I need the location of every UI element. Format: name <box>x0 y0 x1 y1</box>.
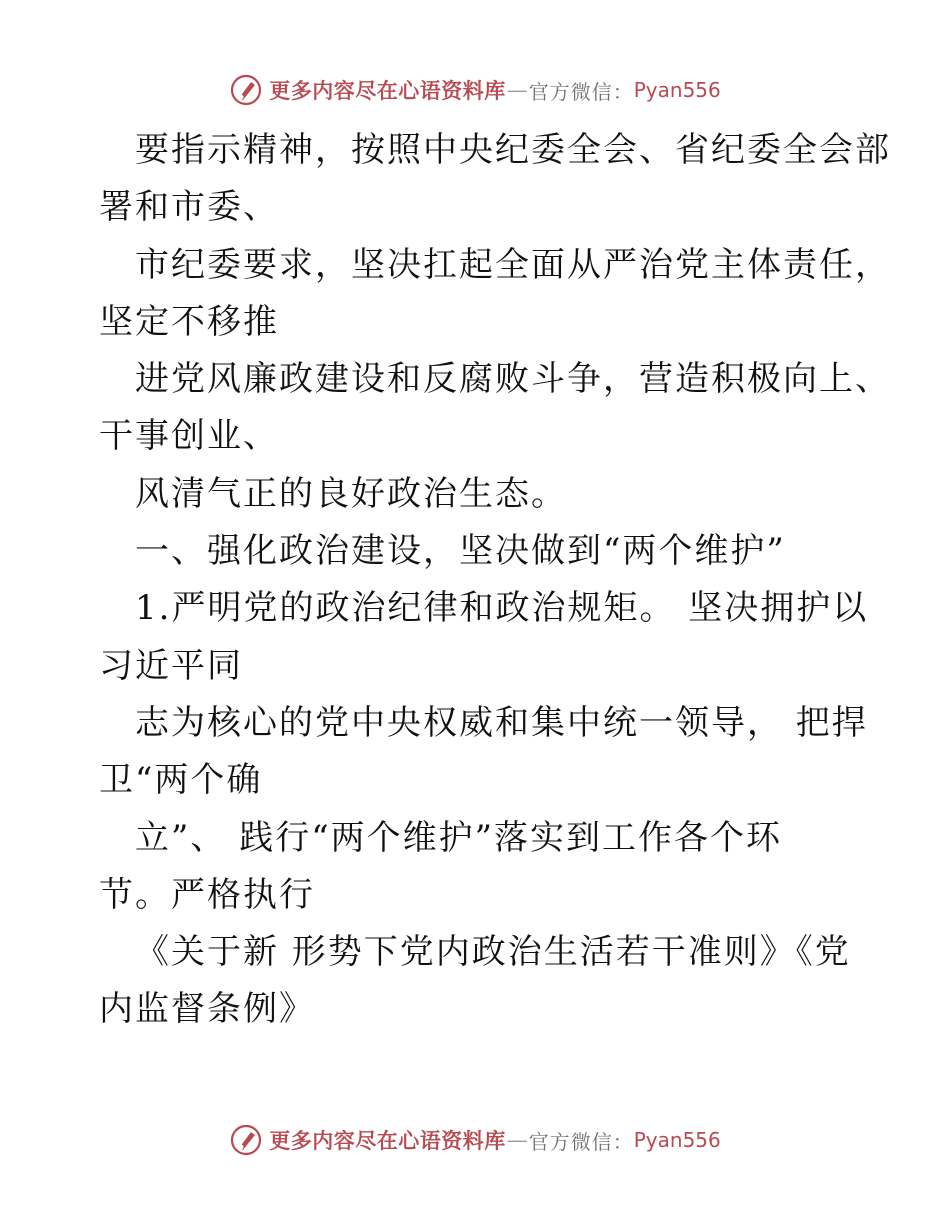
body-line: 署和市委、 <box>99 187 279 228</box>
body-line: 卫“两个确 <box>99 760 263 801</box>
footer-contact-label: 官方微信： <box>528 1129 634 1154</box>
section-heading: 一、强化政治建设，坚决做到“两个维护” <box>135 531 786 572</box>
footer-watermark <box>0 1120 950 1160</box>
header-dash: — <box>506 78 528 102</box>
body-line: 习近平同 <box>99 645 243 686</box>
footer-handle: Pyan556 <box>633 1128 721 1152</box>
header-contact-label: 官方微信： <box>528 79 634 104</box>
body-line: 要指示精神，按照中央纪委全会、省纪委全会部 <box>135 130 891 170</box>
header-handle: Pyan556 <box>633 78 721 102</box>
body-line: 干事创业、 <box>99 416 279 457</box>
pen-nib-icon <box>229 1123 263 1157</box>
body-line: 节。严格执行 <box>99 874 315 915</box>
body-line: 进党风廉政建设和反腐败斗争，营造积极向上、 <box>135 359 891 400</box>
body-line: 坚定不移推 <box>99 301 279 342</box>
body-line: 立”、 践行“两个维护”落实到工作各个环 <box>135 817 782 858</box>
body-line: 1.严明党的政治纪律和政治规矩。 坚决拥护以 <box>135 588 869 629</box>
header-watermark <box>0 70 950 110</box>
body-line: 市纪委要求，坚决扛起全面从严治党主体责任， <box>135 244 891 285</box>
body-line: 志为核心的党中央权威和集中统一领导， 把捍 <box>135 702 868 743</box>
footer-brand: 更多内容尽在心语资料库 <box>269 1128 506 1153</box>
body-line: 内监督条例》 <box>99 989 315 1030</box>
footer-dash: — <box>506 1128 528 1152</box>
header-brand: 更多内容尽在心语资料库 <box>269 78 506 103</box>
pen-nib-icon <box>229 73 263 107</box>
document-body <box>99 122 891 1039</box>
body-line: 《关于新 形势下党内政治生活若干准则》《党 <box>135 932 851 973</box>
body-line: 风清气正的良好政治生态。 <box>135 473 567 514</box>
